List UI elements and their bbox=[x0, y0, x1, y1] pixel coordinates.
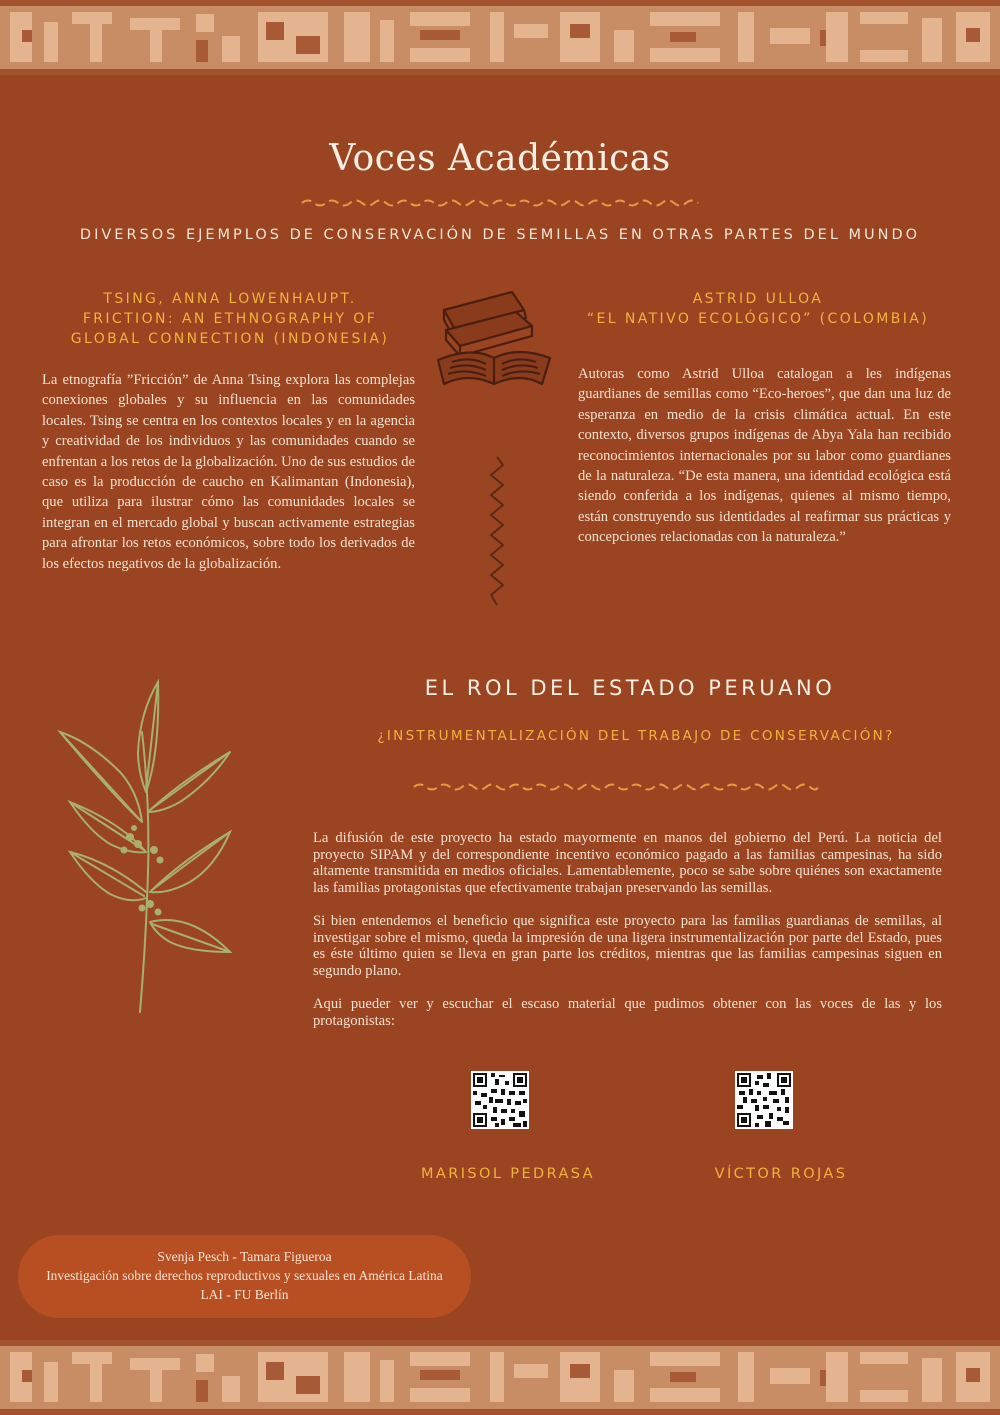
qr-code-victor[interactable] bbox=[735, 1071, 793, 1129]
section-subtitle: ¿INSTRUMENTALIZACIÓN DEL TRABAJO DE CONSERVACIÓN? bbox=[377, 728, 895, 744]
section-wavy-divider bbox=[412, 780, 820, 794]
bottom-pattern-band bbox=[0, 1340, 1000, 1415]
vertical-zigzag-divider bbox=[489, 455, 505, 607]
right-column-heading bbox=[568, 289, 948, 329]
plant-branch-icon bbox=[50, 672, 250, 1022]
credits-box bbox=[18, 1235, 471, 1318]
right-column-body: Autoras como Astrid Ulloa catalogan a les indígenas guardianes de semillas como “Eco-heroes”, que dan una luz de esperanza en medio de la crisis climática actual. En este contexto, diversos grupos indígenas de Abya Yala han recibido reconocimientos internacionales por su labor como guardianes de la naturaleza. “De esta manera, una identidad ecológica está siendo conferida a los indígenas, quienes al mismo tiempo, están construyendo sus identidades al reafirmar sus prácticas y concepciones relacionadas con la naturaleza.” bbox=[578, 366, 951, 546]
left-column-heading bbox=[40, 289, 420, 349]
left-heading-line: GLOBAL CONNECTION (INDONESIA) bbox=[70, 331, 390, 347]
page-title: Voces Académicas bbox=[329, 138, 671, 179]
qr-label-marisol: MARISOL PEDRASA bbox=[421, 1166, 595, 1182]
credits-course: Investigación sobre derechos reproductivos y sexuales en América Latina bbox=[46, 1268, 443, 1283]
qr-code-marisol[interactable] bbox=[471, 1071, 529, 1129]
section-paragraph: La difusión de este proyecto ha estado mayormente en manos del gobierno del Perú. La noticia del proyecto SIPAM y del correspondiente incentivo económico pagado a las familias campesinas, ha sido altamente transmitida en medios oficiales. Lamentablemente, poco se sabe sobre quiénes son exactamente las familias protagonistas que efectivamente trabajan preservando las semillas. bbox=[313, 830, 942, 896]
page-subtitle: DIVERSOS EJEMPLOS DE CONSERVACIÓN DE SEMILLAS EN OTRAS PARTES DEL MUNDO bbox=[79, 227, 921, 243]
books-icon bbox=[432, 288, 557, 388]
qr-label-victor: VÍCTOR ROJAS bbox=[714, 1166, 848, 1182]
left-column-body: La etnografía ”Fricción” de Anna Tsing explora las complejas conexiones globales y su influencia en las comunidades locales. Tsing se centra en los contextos locales y en la agencia y creatividad de los individuos y las comunidades cuando se enfrentan a los retos de la globalización. Uno de sus estudios de caso es la producción de caucho en Kalimantan (Indonesia), que utiliza para ilustrar cómo las comunidades locales se integran en el mercado global y buscan activamente estrategias para afrontar los retos económicos, sobre todo los derivados de los efectos negativos de la globalización. bbox=[42, 372, 415, 572]
credits-institution: LAI - FU Berlín bbox=[200, 1287, 289, 1302]
right-heading-line: “EL NATIVO ECOLÓGICO” (COLOMBIA) bbox=[586, 311, 930, 327]
top-pattern-band bbox=[0, 0, 1000, 75]
section-paragraph: Aqui pueder ver y escuchar el escaso material que pudimos obtener con las voces de las y los protagonistas: bbox=[313, 995, 942, 1029]
left-heading-line: FRICTION: AN ETHNOGRAPHY OF bbox=[82, 311, 378, 327]
section-title: EL ROL DEL ESTADO PERUANO bbox=[424, 676, 836, 700]
right-heading-line: ASTRID ULLOA bbox=[692, 291, 824, 307]
section-body bbox=[313, 830, 942, 1046]
left-heading-line: TSING, ANNA LOWENHAUPT. bbox=[103, 291, 357, 307]
section-paragraph: Si bien entendemos el beneficio que significa este proyecto para las familias guardianas de semillas, al investigar sobre el mismo, queda la impresión de una ligera instrumentalización por parte del Estado, pues es éste último quien se lleva en gran parte los créditos, mientras que las familias campesinas siguen en segundo plano. bbox=[313, 912, 942, 979]
credits-authors: Svenja Pesch - Tamara Figueroa bbox=[157, 1249, 332, 1264]
title-wavy-divider bbox=[300, 196, 700, 210]
